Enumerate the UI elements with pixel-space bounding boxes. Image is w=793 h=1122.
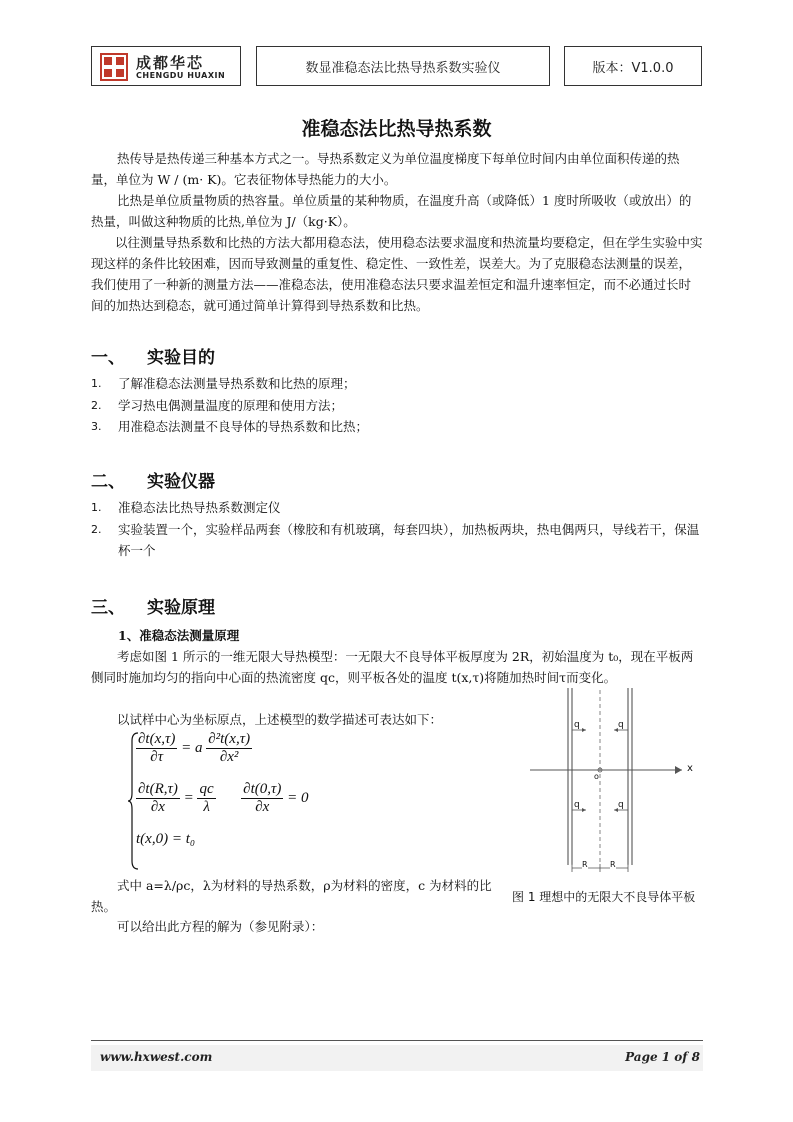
figure-infinite-plate — [510, 680, 710, 880]
origin-label: o — [594, 772, 599, 781]
list-item: 1. 准稳态法比热导热系数测定仪 — [91, 500, 281, 515]
flux-label: q — [574, 720, 580, 730]
section-number: 二、 — [91, 472, 125, 492]
version-box — [564, 46, 702, 86]
version-label: 版本：V1.0.0 — [592, 60, 674, 76]
principle-paragraph-3: 式中 a=λ/ρc，λ为材料的导热系数，ρ为材料的密度，c 为材料的比热。 — [91, 878, 492, 914]
section-heading-instruments — [91, 467, 215, 492]
plate-diagram — [510, 680, 710, 880]
principle-paragraph-4: 可以给出此方程的解为（参见附录）： — [117, 919, 324, 934]
section-heading-principle — [91, 593, 215, 618]
logo-english-name: CHENGDU HUAXIN — [136, 71, 226, 80]
list-item: 2. 学习热电偶测量温度的原理和使用方法； — [91, 398, 344, 413]
section-title: 实验仪器 — [147, 472, 215, 492]
flux-label: q — [574, 800, 580, 810]
footer-page-number: Page 1 of 8 — [625, 1050, 700, 1064]
logo-box — [91, 46, 241, 86]
principle-paragraph-1: 考虑如图 1 所示的一维无限大导热模型：一无限大不良导体平板厚度为 2R，初始温度为 t₀，现在平板两侧同时施加均匀的指向中心面的热流密度 qc，则平板各处的温度 t(x,τ)将随加热时间τ而变化。 — [91, 649, 694, 685]
list-item: 3. 用准稳态法测量不良导体的导热系数和比热； — [91, 419, 369, 434]
product-title: 数显准稳态法比热导热系数实验仪 — [305, 60, 501, 76]
document-title: 准稳态法比热导热系数 — [301, 118, 492, 140]
x-axis-label: x — [687, 763, 693, 774]
flux-label: q — [618, 720, 624, 730]
section-heading-objectives — [91, 343, 215, 368]
figure-caption: 图 1 理想中的无限大不良导体平板 — [512, 890, 696, 904]
intro-paragraph-2: 比热是单位质量物质的热容量。单位质量的某种物质，在温度升高（或降低）1 度时所吸收（或放出）的热量，叫做这种物质的比热,单位为 J/（kg·K）。 — [91, 193, 692, 229]
equation-line-2: $\frac{\partial t(R,\tau)}{\partial x}$ = $\frac{qc}{\lambda}$ $\frac{\partial t(0,\tau)}{\partial x}$ = 0 — [138, 781, 309, 815]
footer-divider — [91, 1040, 703, 1041]
intro-paragraph-3: 以往测量导热系数和比热的方法大都用稳态法，使用稳态法要求温度和热流量均要稳定，但在学生实验中实现这样的条件比较困难，因而导致测量的重复性、稳定性、一致性差，误差大。为了克服稳态法测量的误差，我们使用了一种新的测量方法——准稳态法，使用准稳态法只要求温差恒定和温升速率恒定，而不必通过长时间的加热达到稳态，就可通过简单计算得到导热系数和比热。 — [91, 235, 703, 313]
list-item: 1. 了解准稳态法测量导热系数和比热的原理； — [91, 376, 356, 391]
section-title: 实验目的 — [147, 348, 215, 368]
logo-chinese-name: 成都华芯 — [136, 54, 205, 72]
section-number: 三、 — [91, 598, 125, 618]
thickness-label: R — [582, 860, 588, 869]
list-item: 2. 实验装置一个，实验样品两套（橡胶和有机玻璃，每套四块），加热板两块，热电偶两只，导线若干，保温杯一个 — [91, 522, 700, 558]
principle-paragraph-2: 以试样中心为坐标原点，上述模型的数学描述可表达如下： — [117, 712, 443, 727]
section-number: 一、 — [91, 348, 125, 368]
subsection-heading: 1、准稳态法测量原理 — [118, 628, 240, 643]
section-title: 实验原理 — [147, 598, 215, 618]
product-title-box — [256, 46, 550, 86]
equation-line-3: t(x,0) = t₀ — [136, 831, 196, 847]
equation-system — [128, 731, 368, 871]
footer-website: www.hxwest.com — [100, 1050, 213, 1064]
intro-paragraph-1: 热传导是热传递三种基本方式之一。导热系数定义为单位温度梯度下每单位时间内由单位面积传递的热量，单位为 W / (m· K)。它表征物体导热能力的大小。 — [91, 151, 680, 187]
thickness-label: R — [610, 860, 616, 869]
equation-line-1: $\frac{\partial t(x,\tau)}{\partial\tau}$ = a $\frac{\text{∂²t(x,τ)}}{\text{∂x²}}$ — [138, 731, 251, 765]
flux-label: q — [618, 800, 624, 810]
company-logo-icon — [100, 53, 128, 81]
